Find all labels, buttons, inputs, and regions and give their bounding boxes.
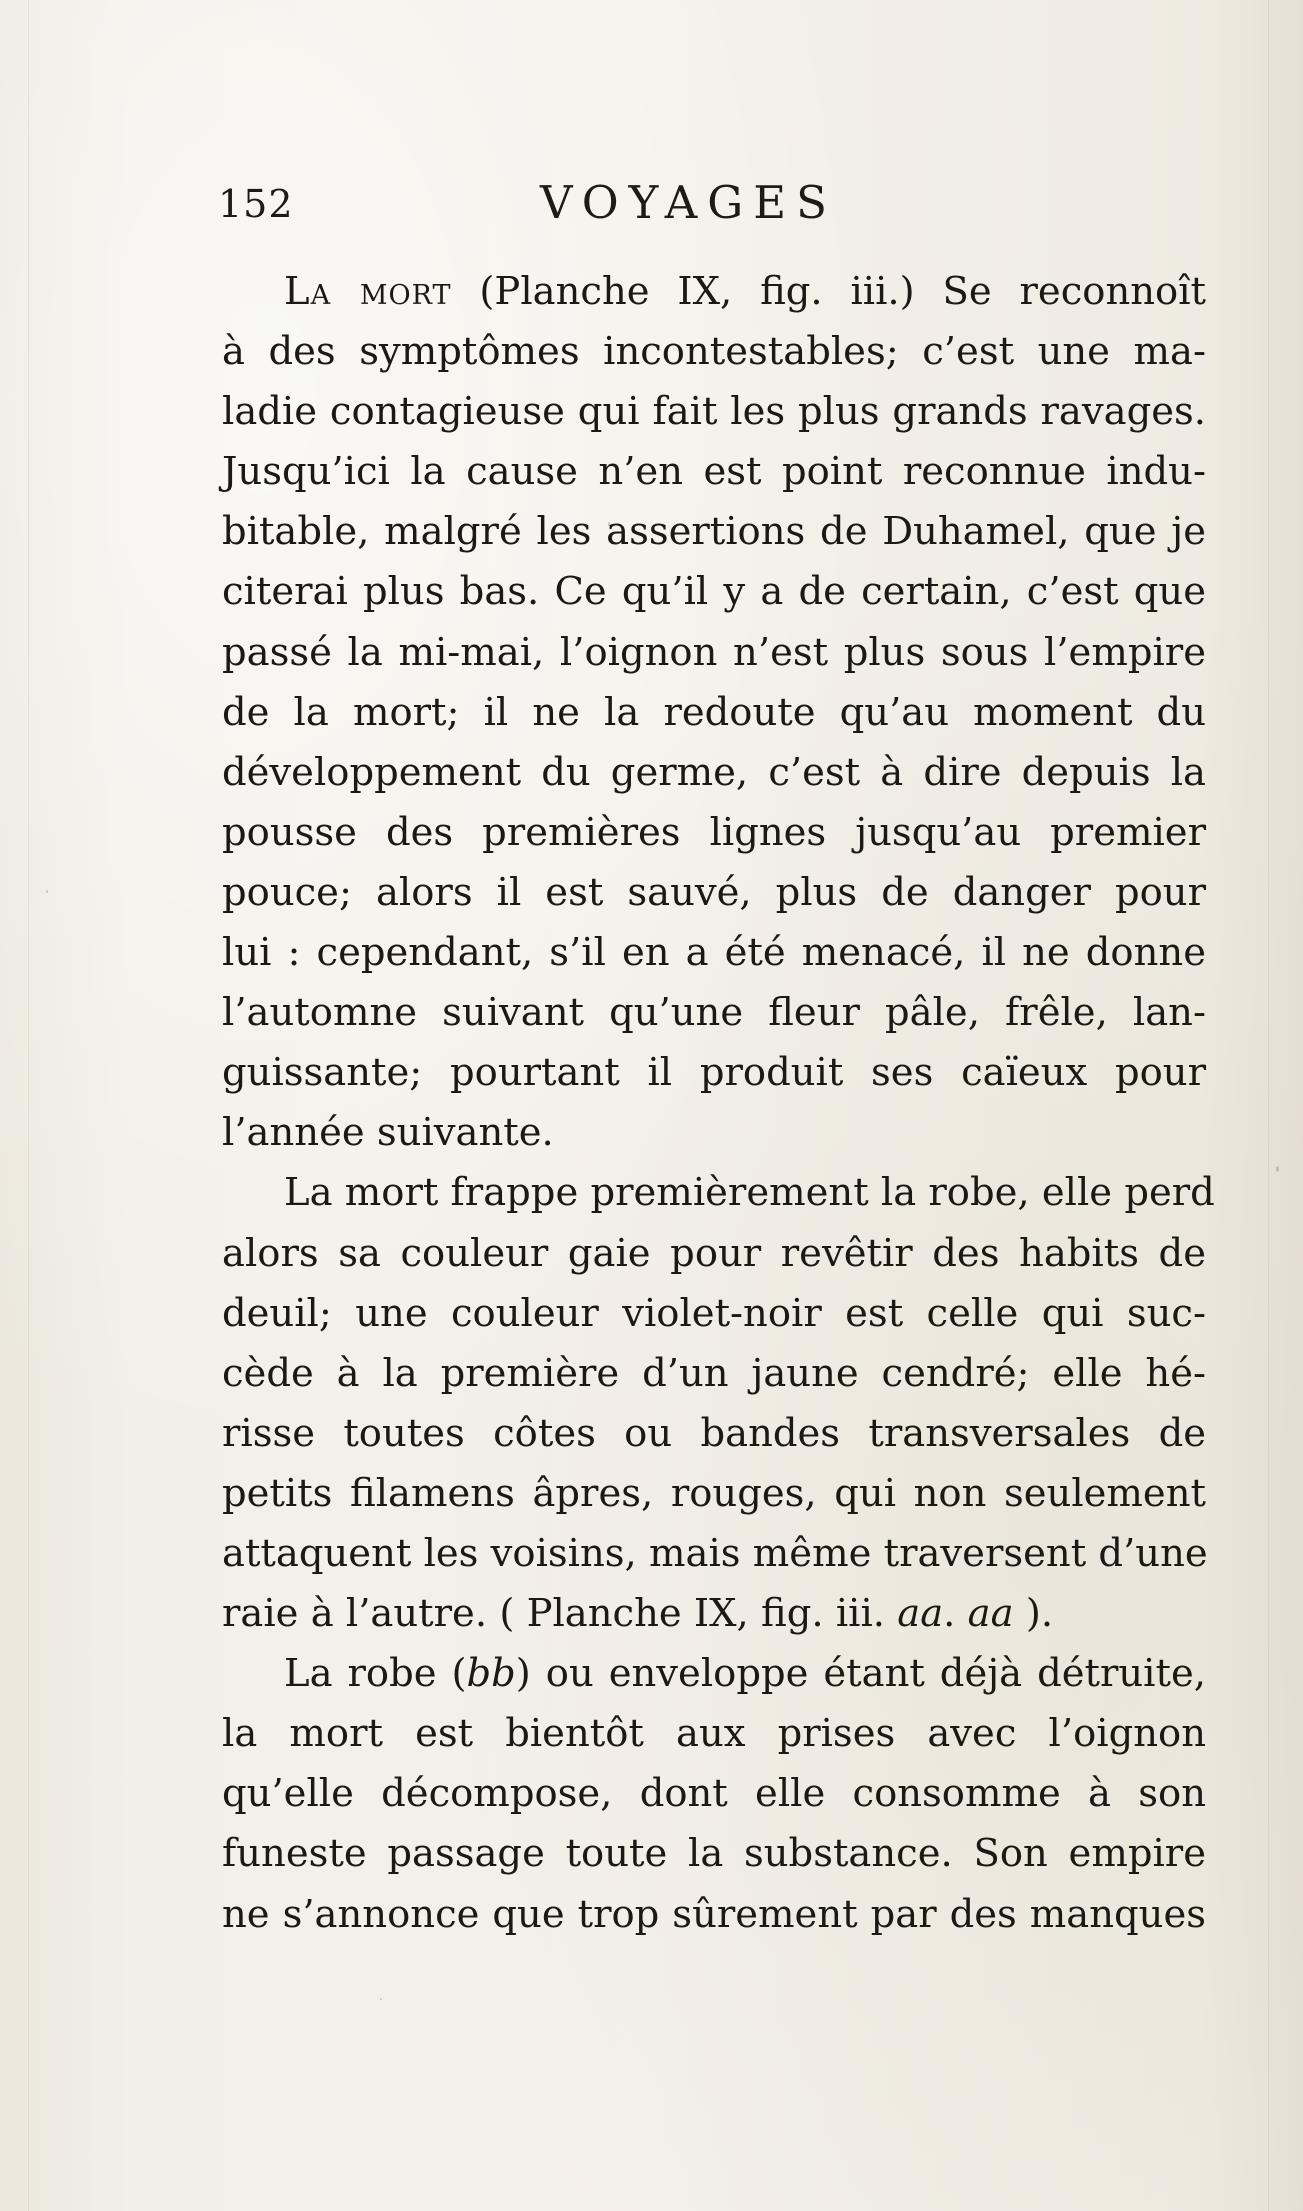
text-line: deuil; une couleur violet-noir est celle qui suc- [222, 1290, 1206, 1336]
text-line: Jusqu’ici la cause n’en est point reconnue indu- [222, 449, 1206, 495]
text-line: guissante; pourtant il produit ses caïeux pour [222, 1050, 1206, 1096]
text-line: à des symptômes incontestables; c’est une ma- [222, 329, 1206, 375]
text-line: cède à la première d’un jaune cendré; elle hé- [222, 1350, 1206, 1396]
text-line: lui : cependant, s’il en a été menacé, il ne donne [222, 930, 1206, 976]
text-run: La robe ( [284, 1651, 467, 1697]
figure-label-italic: aa [897, 1591, 944, 1637]
text-line: La mort frappe premièrement la robe, elle perd [284, 1170, 1215, 1216]
text-line: qu’elle décompose, dont elle consomme à son [222, 1771, 1206, 1817]
text-line [222, 1584, 1206, 1644]
text-line: de la mort; il ne la redoute qu’au moment du [222, 689, 1206, 735]
page-edge-shadow-right [1268, 0, 1269, 2211]
ink-speck [46, 890, 48, 893]
running-title: VOYAGES [540, 176, 837, 229]
text-line: attaquent les voisins, mais même traversent d’une [222, 1530, 1208, 1576]
page-edge-shadow-left [28, 0, 29, 2211]
text-line: bitable, malgré les assertions de Duhamel, que je [222, 509, 1206, 555]
text-line: développement du germe, c’est à dire depuis la [222, 749, 1206, 795]
text-run: ) ou enveloppe étant déjà détruite, [515, 1651, 1206, 1697]
text-run: raie à l’autre. ( Planche IX, fig. iii. [222, 1591, 898, 1637]
ink-speck [1276, 1166, 1279, 1172]
text-line [222, 262, 1206, 322]
ink-speck [380, 1998, 382, 2000]
text-line: pouce; alors il est sauvé, plus de danger pour [222, 869, 1206, 915]
text-run: (Planche IX, fig. iii.) Se reconnoît [451, 269, 1206, 314]
text-run: ). [1013, 1591, 1054, 1637]
text-line: l’automne suivant qu’une fleur pâle, frêle, lan- [222, 990, 1206, 1036]
text-line: citerai plus bas. Ce qu’il y a de certain, c’est que [222, 569, 1206, 615]
text-line: petits filamens âpres, rouges, qui non seulement [222, 1470, 1206, 1516]
text-run: . [943, 1591, 968, 1637]
text-line: risse toutes côtes ou bandes transversales de [222, 1410, 1206, 1456]
figure-label-italic: bb [466, 1651, 516, 1697]
page-number: 152 [218, 182, 294, 226]
running-head [218, 176, 1218, 242]
text-line: ne s’annonce que trop sûrement par des manques [222, 1891, 1206, 1937]
text-line: ladie contagieuse qui fait les plus grands ravages. [222, 389, 1206, 435]
text-line [222, 1644, 1206, 1704]
text-line: passé la mi-mai, l’oignon n’est plus sous l’empire [222, 629, 1206, 675]
body-text [222, 262, 1215, 1945]
figure-label-italic: aa [967, 1591, 1014, 1637]
paragraph-lead-smallcaps: La mort [284, 269, 452, 314]
text-line: funeste passage toute la substance. Son empire [222, 1831, 1206, 1877]
text-line: alors sa couleur gaie pour revêtir des habits de [222, 1230, 1206, 1276]
text-line: pousse des premières lignes jusqu’au premier [222, 809, 1206, 855]
text-line: la mort est bientôt aux prises avec l’oignon [222, 1711, 1206, 1757]
text-line: l’année suivante. [222, 1110, 554, 1156]
